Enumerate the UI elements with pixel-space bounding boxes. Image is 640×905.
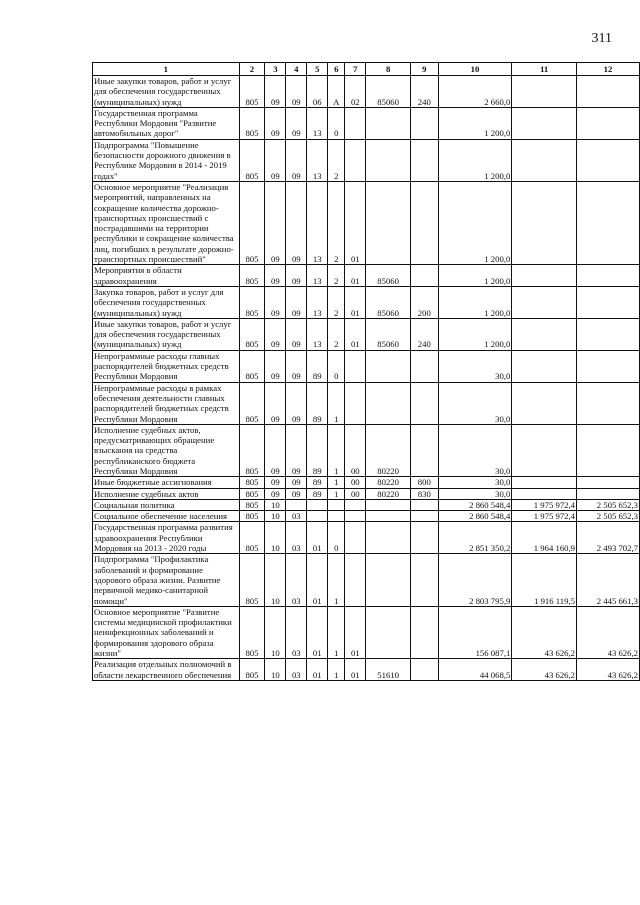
amount-cell-c10: 1 200,0 [438, 318, 512, 350]
code-cell-c6: 1 [328, 554, 345, 606]
code-cell-c2: 805 [239, 107, 265, 139]
amount-cell-c10: 1 200,0 [438, 286, 512, 318]
code-cell-c2: 805 [239, 488, 265, 499]
row-name-cell: Основное мероприятие "Развитие системы медицинской профилактики неинфекционных заболеваний и формирования здорового образа жизни" [93, 606, 240, 658]
amount-cell-c11 [512, 286, 577, 318]
amount-cell-c11: 1 975 972,4 [512, 499, 577, 510]
amount-cell-c12 [577, 477, 640, 488]
code-cell-c8: 51610 [366, 659, 411, 681]
code-cell-c7 [345, 382, 366, 424]
code-cell-c6: 0 [328, 522, 345, 554]
code-cell-c9 [410, 107, 438, 139]
amount-cell-c11 [512, 181, 577, 264]
amount-cell-c12 [577, 76, 640, 108]
code-cell-c7 [345, 499, 366, 510]
code-cell-c6: 1 [328, 382, 345, 424]
code-cell-c7: 00 [345, 488, 366, 499]
code-cell-c4 [286, 499, 307, 510]
column-header-9: 9 [410, 63, 438, 76]
amount-cell-c12: 2 493 702,7 [577, 522, 640, 554]
code-cell-c3: 09 [265, 477, 286, 488]
code-cell-c3: 09 [265, 286, 286, 318]
row-name-cell: Социальное обеспечение населения [93, 511, 240, 522]
code-cell-c3: 09 [265, 382, 286, 424]
amount-cell-c12: 2 445 661,3 [577, 554, 640, 606]
code-cell-c5: 06 [307, 76, 328, 108]
code-cell-c9 [410, 499, 438, 510]
table-row [93, 424, 640, 476]
code-cell-c9 [410, 606, 438, 658]
budget-table [92, 62, 640, 681]
amount-cell-c12: 2 505 652,3 [577, 499, 640, 510]
code-cell-c9 [410, 511, 438, 522]
table-row [93, 76, 640, 108]
column-header-11: 11 [512, 63, 577, 76]
amount-cell-c11: 1 964 160,9 [512, 522, 577, 554]
code-cell-c8: 85060 [366, 265, 411, 287]
code-cell-c4: 09 [286, 181, 307, 264]
code-cell-c6: 2 [328, 139, 345, 181]
code-cell-c7: 00 [345, 424, 366, 476]
code-cell-c3: 09 [265, 181, 286, 264]
column-header-2: 2 [239, 63, 265, 76]
code-cell-c3: 09 [265, 76, 286, 108]
amount-cell-c10: 1 200,0 [438, 139, 512, 181]
table-row [93, 350, 640, 382]
table-row [93, 477, 640, 488]
amount-cell-c12: 43 626,2 [577, 606, 640, 658]
row-name-cell: Иные закупки товаров, работ и услуг для обеспечения государственных (муниципальных) нужд [93, 76, 240, 108]
code-cell-c9 [410, 181, 438, 264]
amount-cell-c12 [577, 139, 640, 181]
code-cell-c4: 09 [286, 477, 307, 488]
row-name-cell: Подпрограмма "Профилактика заболеваний и формирование здорового образа жизни. Развитие первичной медико-санитарной помощи" [93, 554, 240, 606]
row-name-cell: Основное мероприятие "Реализация мероприятий, направленных на сокращение количества дорожно-транспортных происшествий с пострадавшими на территории республики и сокращение количества лиц, погибших в результате дорожно-транспортных происшествий" [93, 181, 240, 264]
table-header-row [93, 63, 640, 76]
code-cell-c5: 13 [307, 139, 328, 181]
code-cell-c5: 13 [307, 107, 328, 139]
code-cell-c9 [410, 382, 438, 424]
code-cell-c7: 01 [345, 286, 366, 318]
row-name-cell: Непрограммные расходы в рамках обеспечения деятельности главных распорядителей бюджетных средств Республики Мордовия [93, 382, 240, 424]
row-name-cell: Иные бюджетные ассигнования [93, 477, 240, 488]
code-cell-c2: 805 [239, 499, 265, 510]
code-cell-c7 [345, 554, 366, 606]
code-cell-c7 [345, 139, 366, 181]
amount-cell-c11 [512, 265, 577, 287]
row-name-cell: Закупка товаров, работ и услуг для обеспечения государственных (муниципальных) нужд [93, 286, 240, 318]
amount-cell-c12 [577, 488, 640, 499]
amount-cell-c11 [512, 107, 577, 139]
amount-cell-c12 [577, 350, 640, 382]
code-cell-c5: 13 [307, 286, 328, 318]
amount-cell-c11: 43 626,2 [512, 659, 577, 681]
code-cell-c6: 2 [328, 265, 345, 287]
code-cell-c7 [345, 107, 366, 139]
code-cell-c8 [366, 350, 411, 382]
amount-cell-c10: 30,0 [438, 382, 512, 424]
amount-cell-c11 [512, 424, 577, 476]
code-cell-c8: 80220 [366, 424, 411, 476]
table-row [93, 181, 640, 264]
code-cell-c4: 03 [286, 554, 307, 606]
row-name-cell: Государственная программа развития здравоохранения Республики Мордовия на 2013 - 2020 годы [93, 522, 240, 554]
code-cell-c2: 805 [239, 522, 265, 554]
code-cell-c6: 0 [328, 350, 345, 382]
row-name-cell: Непрограммные расходы главных распорядителей бюджетных средств Республики Мордовия [93, 350, 240, 382]
amount-cell-c11: 1 916 119,5 [512, 554, 577, 606]
code-cell-c2: 805 [239, 181, 265, 264]
table-row [93, 318, 640, 350]
code-cell-c4: 03 [286, 511, 307, 522]
code-cell-c9 [410, 139, 438, 181]
code-cell-c8 [366, 139, 411, 181]
code-cell-c9: 240 [410, 318, 438, 350]
amount-cell-c10: 2 803 795,9 [438, 554, 512, 606]
code-cell-c2: 805 [239, 554, 265, 606]
code-cell-c3: 10 [265, 554, 286, 606]
code-cell-c5 [307, 511, 328, 522]
code-cell-c7: 01 [345, 606, 366, 658]
code-cell-c2: 805 [239, 511, 265, 522]
code-cell-c6 [328, 511, 345, 522]
table-row [93, 522, 640, 554]
amount-cell-c11: 43 626,2 [512, 606, 577, 658]
code-cell-c4: 09 [286, 76, 307, 108]
code-cell-c3: 09 [265, 107, 286, 139]
code-cell-c6: 1 [328, 488, 345, 499]
code-cell-c3: 09 [265, 265, 286, 287]
code-cell-c2: 805 [239, 424, 265, 476]
row-name-cell: Иные закупки товаров, работ и услуг для обеспечения государственных (муниципальных) нужд [93, 318, 240, 350]
code-cell-c3: 10 [265, 499, 286, 510]
code-cell-c6: 2 [328, 286, 345, 318]
code-cell-c5: 01 [307, 554, 328, 606]
code-cell-c4: 09 [286, 350, 307, 382]
amount-cell-c10: 30,0 [438, 488, 512, 499]
code-cell-c6 [328, 499, 345, 510]
amount-cell-c10: 30,0 [438, 350, 512, 382]
code-cell-c9 [410, 265, 438, 287]
amount-cell-c11 [512, 318, 577, 350]
column-header-5: 5 [307, 63, 328, 76]
page-number: 311 [591, 31, 612, 46]
code-cell-c4: 09 [286, 107, 307, 139]
code-cell-c2: 805 [239, 76, 265, 108]
row-name-cell: Исполнение судебных актов [93, 488, 240, 499]
code-cell-c9 [410, 350, 438, 382]
code-cell-c7: 02 [345, 76, 366, 108]
code-cell-c8 [366, 107, 411, 139]
code-cell-c8: 80220 [366, 488, 411, 499]
code-cell-c5: 89 [307, 477, 328, 488]
amount-cell-c10: 1 200,0 [438, 107, 512, 139]
code-cell-c7: 01 [345, 318, 366, 350]
amount-cell-c12 [577, 181, 640, 264]
amount-cell-c10: 30,0 [438, 424, 512, 476]
amount-cell-c11 [512, 477, 577, 488]
amount-cell-c10: 2 860 548,4 [438, 511, 512, 522]
table-row [93, 286, 640, 318]
amount-cell-c12 [577, 286, 640, 318]
code-cell-c5: 01 [307, 606, 328, 658]
code-cell-c8 [366, 554, 411, 606]
amount-cell-c11 [512, 488, 577, 499]
code-cell-c3: 09 [265, 350, 286, 382]
column-header-1: 1 [93, 63, 240, 76]
column-header-6: 6 [328, 63, 345, 76]
code-cell-c8: 80220 [366, 477, 411, 488]
code-cell-c8: 85060 [366, 286, 411, 318]
code-cell-c5: 13 [307, 318, 328, 350]
code-cell-c3: 10 [265, 659, 286, 681]
row-name-cell: Социальная политика [93, 499, 240, 510]
row-name-cell: Государственная программа Республики Мордовия "Развитие автомобильных дорог" [93, 107, 240, 139]
column-header-8: 8 [366, 63, 411, 76]
amount-cell-c12: 43 626,2 [577, 659, 640, 681]
code-cell-c4: 09 [286, 318, 307, 350]
code-cell-c6: 1 [328, 477, 345, 488]
code-cell-c5: 01 [307, 659, 328, 681]
amount-cell-c12 [577, 107, 640, 139]
code-cell-c3: 09 [265, 139, 286, 181]
code-cell-c2: 805 [239, 265, 265, 287]
code-cell-c5: 13 [307, 181, 328, 264]
code-cell-c2: 805 [239, 286, 265, 318]
column-header-12: 12 [577, 63, 640, 76]
amount-cell-c10: 2 660,0 [438, 76, 512, 108]
code-cell-c4: 09 [286, 488, 307, 499]
code-cell-c8 [366, 522, 411, 554]
amount-cell-c10: 1 200,0 [438, 265, 512, 287]
code-cell-c7 [345, 350, 366, 382]
code-cell-c4: 03 [286, 659, 307, 681]
code-cell-c9 [410, 554, 438, 606]
table-body [93, 76, 640, 681]
amount-cell-c11: 1 975 972,4 [512, 511, 577, 522]
code-cell-c4: 03 [286, 606, 307, 658]
table-row [93, 107, 640, 139]
code-cell-c6: 2 [328, 318, 345, 350]
code-cell-c5: 01 [307, 522, 328, 554]
code-cell-c5: 89 [307, 424, 328, 476]
code-cell-c4: 09 [286, 286, 307, 318]
row-name-cell: Мероприятия в области здравоохранения [93, 265, 240, 287]
code-cell-c5: 89 [307, 382, 328, 424]
code-cell-c9: 800 [410, 477, 438, 488]
code-cell-c2: 805 [239, 139, 265, 181]
code-cell-c8: 85060 [366, 318, 411, 350]
code-cell-c8 [366, 181, 411, 264]
code-cell-c9 [410, 659, 438, 681]
table-row [93, 659, 640, 681]
amount-cell-c10: 2 851 350,2 [438, 522, 512, 554]
table-row [93, 265, 640, 287]
code-cell-c4: 09 [286, 139, 307, 181]
amount-cell-c12 [577, 265, 640, 287]
table-row [93, 499, 640, 510]
code-cell-c7: 00 [345, 477, 366, 488]
amount-cell-c10: 156 087,1 [438, 606, 512, 658]
code-cell-c9: 830 [410, 488, 438, 499]
column-header-7: 7 [345, 63, 366, 76]
code-cell-c2: 805 [239, 477, 265, 488]
code-cell-c8: 85060 [366, 76, 411, 108]
code-cell-c3: 10 [265, 522, 286, 554]
row-name-cell: Подпрограмма "Повышение безопасности дорожного движения в Республике Мордовия в 2014 - 2019 годах" [93, 139, 240, 181]
amount-cell-c11 [512, 382, 577, 424]
column-header-4: 4 [286, 63, 307, 76]
code-cell-c5: 89 [307, 350, 328, 382]
table-row [93, 511, 640, 522]
code-cell-c4: 09 [286, 424, 307, 476]
code-cell-c3: 10 [265, 511, 286, 522]
code-cell-c7: 01 [345, 659, 366, 681]
code-cell-c3: 10 [265, 606, 286, 658]
code-cell-c6: 1 [328, 606, 345, 658]
amount-cell-c10: 2 860 548,4 [438, 499, 512, 510]
code-cell-c5 [307, 499, 328, 510]
code-cell-c4: 09 [286, 382, 307, 424]
code-cell-c8 [366, 606, 411, 658]
code-cell-c3: 09 [265, 488, 286, 499]
code-cell-c7 [345, 522, 366, 554]
code-cell-c6: 1 [328, 424, 345, 476]
code-cell-c5: 13 [307, 265, 328, 287]
amount-cell-c12: 2 505 652,3 [577, 511, 640, 522]
row-name-cell: Реализация отдельных полномочий в области лекарственного обеспечения [93, 659, 240, 681]
code-cell-c5: 89 [307, 488, 328, 499]
table-row [93, 488, 640, 499]
code-cell-c3: 09 [265, 424, 286, 476]
code-cell-c2: 805 [239, 382, 265, 424]
table-row [93, 606, 640, 658]
code-cell-c6: 0 [328, 107, 345, 139]
amount-cell-c10: 30,0 [438, 477, 512, 488]
code-cell-c9: 240 [410, 76, 438, 108]
code-cell-c6: 2 [328, 181, 345, 264]
code-cell-c7: 01 [345, 181, 366, 264]
column-header-10: 10 [438, 63, 512, 76]
code-cell-c8 [366, 511, 411, 522]
table-row [93, 382, 640, 424]
table-row [93, 139, 640, 181]
amount-cell-c12 [577, 382, 640, 424]
row-name-cell: Исполнение судебных актов, предусматривающих обращение взыскания на средства республиканского бюджета Республики Мордовия [93, 424, 240, 476]
code-cell-c8 [366, 382, 411, 424]
amount-cell-c10: 1 200,0 [438, 181, 512, 264]
code-cell-c4: 03 [286, 522, 307, 554]
column-header-3: 3 [265, 63, 286, 76]
code-cell-c2: 805 [239, 606, 265, 658]
amount-cell-c11 [512, 350, 577, 382]
amount-cell-c12 [577, 318, 640, 350]
amount-cell-c10: 44 068,5 [438, 659, 512, 681]
code-cell-c4: 09 [286, 265, 307, 287]
code-cell-c7 [345, 511, 366, 522]
code-cell-c6: А [328, 76, 345, 108]
code-cell-c9 [410, 424, 438, 476]
table-row [93, 554, 640, 606]
amount-cell-c12 [577, 424, 640, 476]
code-cell-c2: 805 [239, 318, 265, 350]
code-cell-c7: 01 [345, 265, 366, 287]
amount-cell-c11 [512, 76, 577, 108]
code-cell-c2: 805 [239, 350, 265, 382]
amount-cell-c11 [512, 139, 577, 181]
code-cell-c9: 200 [410, 286, 438, 318]
code-cell-c9 [410, 522, 438, 554]
code-cell-c3: 09 [265, 318, 286, 350]
code-cell-c2: 805 [239, 659, 265, 681]
code-cell-c8 [366, 499, 411, 510]
code-cell-c6: 1 [328, 659, 345, 681]
